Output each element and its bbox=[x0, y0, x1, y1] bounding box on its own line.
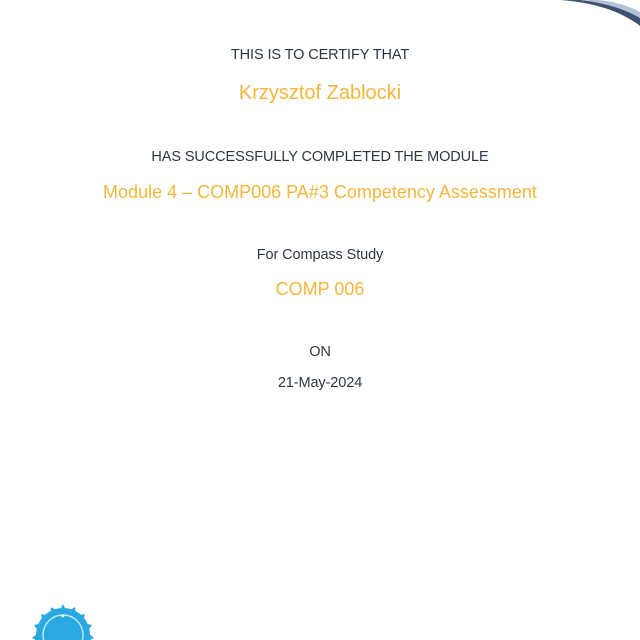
study-label: For Compass Study bbox=[256, 247, 384, 263]
module-name: Module 4 – COMP006 PA#3 Competency Assessment bbox=[103, 182, 537, 202]
completed-module-label: HAS SUCCESSFULLY COMPLETED THE MODULE bbox=[151, 149, 489, 165]
certify-intro-text: THIS IS TO CERTIFY THAT bbox=[230, 47, 410, 63]
badge-seal-icon bbox=[30, 602, 96, 640]
completion-date: 21-May-2024 bbox=[277, 375, 363, 391]
recipient-name: Krzysztof Zablocki bbox=[238, 82, 402, 104]
on-label: ON bbox=[309, 344, 331, 360]
course-code: COMP 006 bbox=[275, 279, 365, 299]
